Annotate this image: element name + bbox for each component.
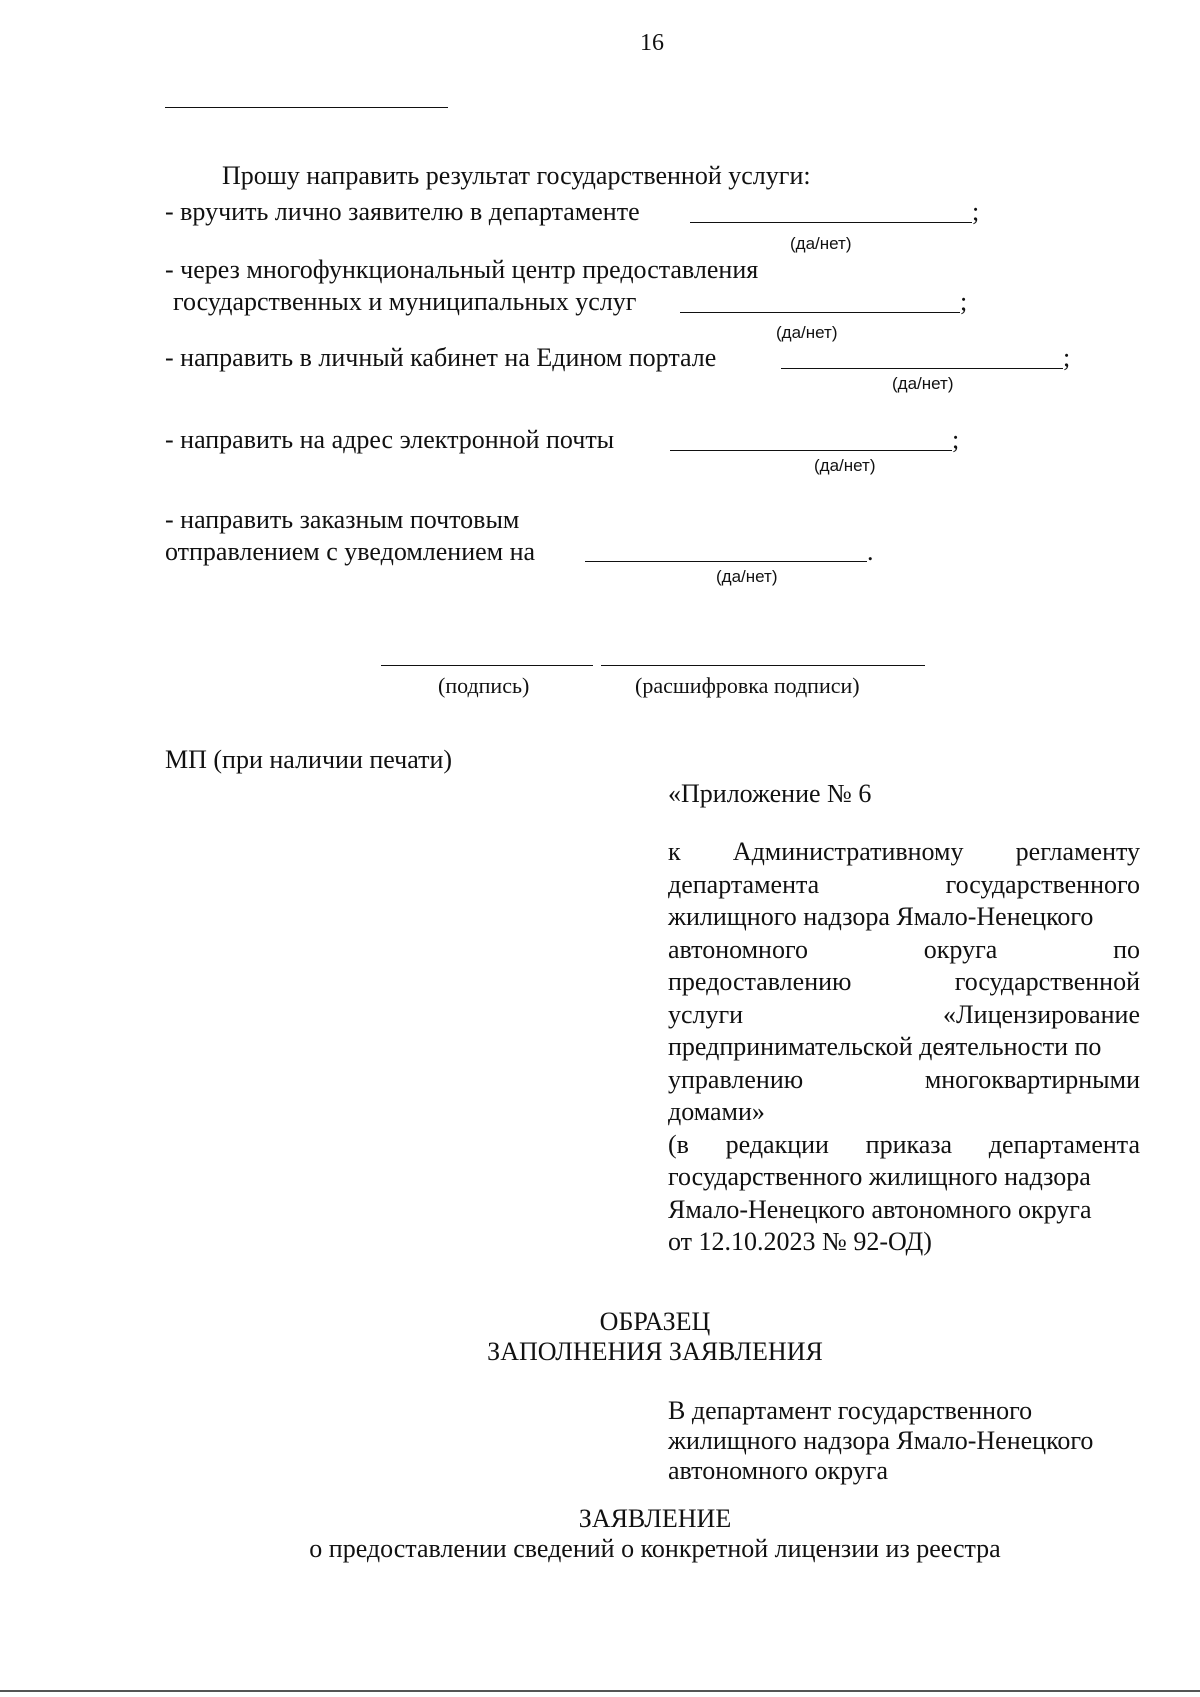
- option-in-person-blank[interactable]: [690, 222, 972, 223]
- request-intro: Прошу направить результат государственной услуги:: [222, 161, 811, 190]
- period: .: [867, 537, 874, 566]
- option-email: - направить на адрес электронной почты: [165, 425, 615, 454]
- appendix-line: государственного жилищного надзора: [668, 1162, 1091, 1191]
- statement-title: ЗАЯВЛЕНИЕ: [578, 1504, 732, 1533]
- option-portal: - направить в личный кабинет на Едином портале: [165, 343, 717, 372]
- option-portal-blank[interactable]: [781, 368, 1063, 369]
- appendix-line: департамента государственного: [668, 869, 1140, 899]
- page-bottom-edge: [0, 1690, 1200, 1692]
- page-number: 16: [640, 30, 664, 56]
- signature-label: (подпись): [438, 673, 530, 698]
- option-mail-line1: - направить заказным почтовым: [165, 505, 520, 534]
- option-mail-line2: отправлением с уведомлением на: [165, 537, 536, 566]
- yes-no-hint: (да/нет): [790, 234, 852, 253]
- signature-decode-label: (расшифровка подписи): [635, 673, 860, 698]
- signature-decode-blank[interactable]: [601, 665, 925, 666]
- appendix-line: к Административному регламенту: [668, 837, 1140, 866]
- appendix-title: «Приложение № 6: [668, 779, 872, 808]
- signature-blank[interactable]: [381, 665, 593, 666]
- yes-no-hint: (да/нет): [716, 567, 778, 586]
- yes-no-hint: (да/нет): [814, 456, 876, 475]
- option-in-person: - вручить лично заявителю в департаменте: [165, 197, 640, 226]
- appendix-reference: [668, 836, 1140, 1259]
- yes-no-hint: (да/нет): [892, 374, 954, 393]
- option-mail-blank[interactable]: [585, 561, 867, 562]
- option-mfc-line2: государственных и муниципальных услуг: [173, 287, 637, 316]
- option-mfc-blank[interactable]: [680, 312, 960, 313]
- appendix-line: Ямало-Ненецкого автономного округа: [668, 1194, 1092, 1224]
- addressee-line: автономного округа: [668, 1456, 888, 1485]
- appendix-line: предпринимательской деятельности по: [668, 1032, 1102, 1061]
- appendix-line: домами»: [668, 1097, 765, 1126]
- semicolon: ;: [960, 287, 968, 316]
- option-email-blank[interactable]: [670, 450, 952, 451]
- stamp-note: МП (при наличии печати): [165, 745, 453, 774]
- appendix-line: услуги «Лицензирование: [668, 999, 1140, 1029]
- semicolon: ;: [972, 197, 980, 226]
- top-rule: [165, 107, 448, 108]
- addressee-line: В департамент государственного: [668, 1396, 1033, 1425]
- addressee-line: жилищного надзора Ямало-Ненецкого: [668, 1426, 1094, 1455]
- appendix-line: (в редакции приказа департамента: [668, 1129, 1140, 1159]
- sample-heading: ОБРАЗЕЦ: [599, 1307, 711, 1336]
- semicolon: ;: [1063, 343, 1071, 372]
- appendix-line: жилищного надзора Ямало-Ненецкого: [668, 902, 1094, 931]
- option-mfc-line1: - через многофункциональный центр предоставления: [165, 255, 759, 284]
- appendix-line: предоставлению государственной: [668, 967, 1140, 996]
- appendix-line: управлению многоквартирными: [668, 1064, 1140, 1094]
- sample-subheading: ЗАПОЛНЕНИЯ ЗАЯВЛЕНИЯ: [487, 1337, 823, 1366]
- appendix-line: от 12.10.2023 № 92-ОД): [668, 1227, 932, 1256]
- semicolon: ;: [952, 425, 960, 454]
- statement-subtitle: о предоставлении сведений о конкретной лицензии из реестра: [309, 1534, 1001, 1563]
- appendix-line: автономного округа по: [668, 934, 1140, 964]
- yes-no-hint: (да/нет): [776, 323, 838, 342]
